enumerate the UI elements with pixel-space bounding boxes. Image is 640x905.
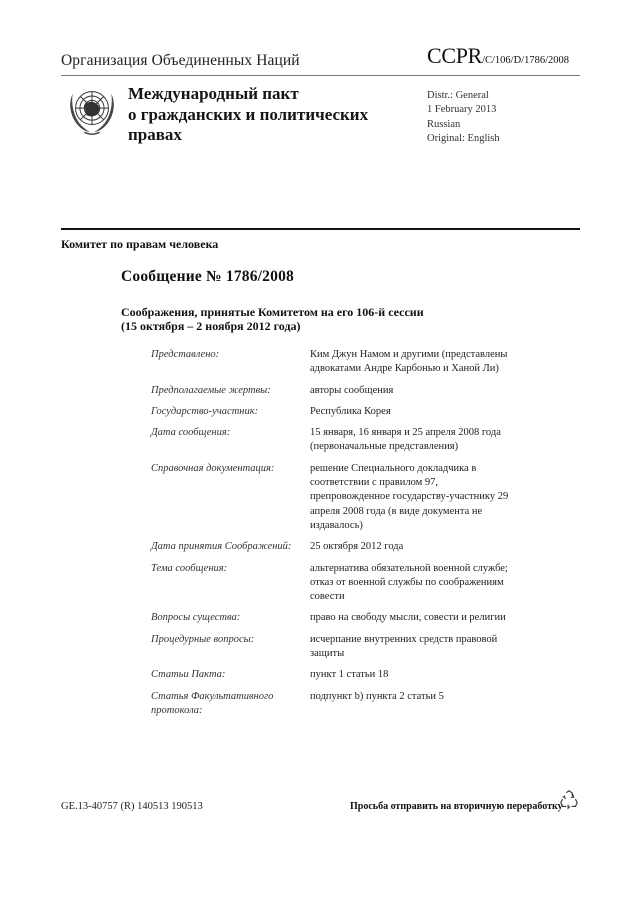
metadata-value: исчерпание внутренних средств правовой защиты [310, 633, 498, 660]
metadata-row [151, 690, 521, 719]
organization-name: Организация Объединенных Наций [61, 52, 300, 69]
metadata-value: Ким Джун Намом и другими (представлены адвокатами Андре Карбонью и Ханой Ли) [310, 349, 508, 375]
covenant-title-line: о гражданских и политических [128, 104, 369, 124]
distribution-info [427, 89, 500, 146]
metadata-label: Государство-участник: [151, 405, 259, 417]
recycle-note: Просьба отправить на вторичную переработку [350, 801, 563, 812]
date-field: 1 February 2013 [427, 104, 497, 116]
symbol-main: CCPR [427, 43, 483, 68]
metadata-row [151, 668, 521, 682]
metadata-value: подпункт b) пункта 2 статьи 5 [310, 690, 444, 702]
covenant-title [128, 84, 408, 146]
metadata-value: авторы сообщения [310, 384, 394, 396]
recycle-icon [558, 789, 580, 811]
metadata-label: Предполагаемые жертвы: [151, 384, 271, 396]
views-heading [121, 305, 424, 334]
metadata-row [151, 426, 521, 455]
views-heading-line: (15 октября – 2 ноября 2012 года) [121, 319, 301, 334]
metadata-value: право на свободу мысли, совести и религии [310, 612, 506, 624]
metadata-label: Статья Факультативного протокола: [151, 690, 274, 716]
metadata-label: Статьи Пакта: [151, 669, 226, 681]
communication-number: Сообщение № 1786/2008 [121, 268, 294, 285]
metadata-row [151, 462, 521, 533]
metadata-label: Представлено: [151, 349, 220, 360]
metadata-row [151, 633, 521, 662]
metadata-label: Дата сообщения: [151, 427, 231, 439]
section-divider [61, 228, 580, 230]
metadata-value: решение Специального докладчика в соответствии с правилом 97, препровожденное государству-участнику 29 апреля 2008 года (в виде документа не издавалось) [310, 462, 509, 531]
metadata-value: Республика Корея [310, 405, 391, 417]
metadata-row [151, 405, 521, 419]
metadata-row [151, 562, 521, 605]
metadata-value: 25 октября 2012 года [310, 541, 404, 553]
metadata-row [151, 384, 521, 398]
metadata-label: Справочная документация: [151, 462, 275, 474]
views-heading-line: Соображения, принятые Комитетом на его 106-й сессии [121, 305, 424, 319]
metadata-value: альтернатива обязательной военной службе; отказ от военной службы по соображениям совести [310, 562, 508, 603]
metadata-row [151, 540, 521, 554]
distr-field: Distr.: General [427, 90, 489, 101]
covenant-title-line: правах [128, 125, 182, 144]
metadata-label: Дата принятия Соображений: [151, 541, 292, 553]
document-symbol [427, 43, 569, 69]
original-language-field: Original: English [427, 132, 500, 144]
metadata-label: Тема сообщения: [151, 562, 228, 574]
metadata-value: 15 января, 16 января и 25 апреля 2008 года (первоначальные представления) [310, 427, 501, 453]
metadata-value: пункт 1 статьи 18 [310, 669, 389, 681]
metadata-row [151, 348, 521, 377]
language-field: Russian [427, 118, 461, 130]
metadata-label: Вопросы существа: [151, 612, 241, 624]
un-emblem-icon [63, 82, 121, 140]
job-code: GE.13-40757 (R) 140513 190513 [61, 801, 203, 812]
symbol-suffix: /C/106/D/1786/2008 [482, 55, 569, 66]
header-divider [61, 75, 580, 76]
covenant-title-line: Международный пакт [128, 84, 299, 103]
metadata-table [151, 348, 521, 725]
committee-name: Комитет по правам человека [61, 237, 219, 251]
metadata-label: Процедурные вопросы: [151, 633, 255, 645]
metadata-row [151, 611, 521, 625]
